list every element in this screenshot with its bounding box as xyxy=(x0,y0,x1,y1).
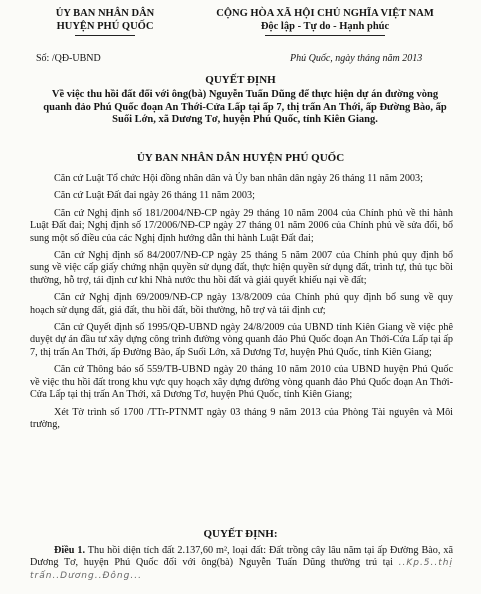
article-1-text: Thu hồi diện tích đất 2.137,60 m², loại đất: Đất trồng cây lâu năm tại ấp Đường Bào, xã Dương Tơ, huyện Phú Quốc đối với ông(bà) Nguyễn Tuấn Dũng thường trú tại xyxy=(30,545,453,569)
nation-line-1: CỘNG HÒA XÃ HỘI CHỦ NGHĨA VIỆT NAM xyxy=(216,8,434,19)
document-title: QUYẾT ĐỊNH xyxy=(205,74,276,86)
preamble xyxy=(30,173,453,436)
preamble-paragraph: Căn cứ Quyết định số 1995/QĐ-UBND ngày 24/8/2009 của UBND tỉnh Kiên Giang về việc phê duyệt dự án đầu tư xây dựng công trình đường vòng quanh đảo Phú Quốc đoạn An Thới-Cửa Lấp tại ấp 7, thị trấn An Thới, ấp Đường Bào, ấp Suối Lớn, xã Dương Tơ, huyện Phú Quốc, tỉnh Kiên Giang; xyxy=(30,322,453,358)
preamble-paragraph: Căn cứ Nghị định số 181/2004/NĐ-CP ngày 29 tháng 10 năm 2004 của Chính phủ về thi hành Luật Đất đai; Nghị định số 17/2006/NĐ-CP ngày 27 tháng 01 năm 2006 của Chính phủ về sửa đổi, bổ sung một số điều của các Nghị định hướng dẫn thi hành Luật Đất đai; xyxy=(30,207,453,244)
issuer-heading: ỦY BAN NHÂN DÂN HUYỆN PHÚ QUỐC xyxy=(136,152,345,164)
handwritten-address: ..Kp.5..thị trấn..Dương..Đông... xyxy=(30,558,453,581)
preamble-paragraph: Căn cứ Luật Tổ chức Hội đồng nhân dân và Ủy ban nhân dân ngày 26 tháng 11 năm 2003; xyxy=(54,173,423,184)
decision-heading: QUYẾT ĐỊNH: xyxy=(203,528,278,540)
preamble-paragraph: Căn cứ Luật Đất đai ngày 26 tháng 11 năm 2003; xyxy=(54,190,255,202)
issuing-org-header xyxy=(40,7,170,36)
article-1-label: Điều 1. xyxy=(54,545,85,556)
preamble-paragraph: Căn cứ Nghị định số 84/2007/NĐ-CP ngày 25 tháng 5 năm 2007 của Chính phủ quy định bổ sung về việc cấp giấy chứng nhận quyền sử dụng đất, thực hiện quyền sử dụng đất, trình tự, thủ tục bồi thường, hỗ trợ, tái định cư khi Nhà nước thu hồi đất và giải quyết khiếu nại về đất; xyxy=(30,250,453,286)
preamble-paragraph: Xét Tờ trình số 1700 /TTr-PTNMT ngày 03 tháng 9 năm 2013 của Phòng Tài nguyên và Môi trường, xyxy=(30,406,453,430)
national-header xyxy=(205,7,445,36)
document-subject: Về việc thu hồi đất đối với ông(bà) Nguyễn Tuấn Dũng để thực hiện dự án đường vòng quanh đảo Phú Quốc đoạn An Thới-Cửa Lấp tại ấp 7, thị trấn An Thới, ấp Đường Bào, ấp Suối Lớn, xã Dương Tơ, huyện Phú Quốc, tỉnh Kiên Giang. xyxy=(43,89,447,126)
nation-line-2: Độc lập - Tự do - Hạnh phúc xyxy=(260,21,390,32)
org-line-2: HUYỆN PHÚ QUỐC xyxy=(56,21,154,32)
document-date: Phú Quốc, ngày tháng năm 2013 xyxy=(290,53,423,64)
article-1 xyxy=(30,545,453,582)
nation-underline xyxy=(265,35,385,36)
document-number: Số: /QĐ-UBND xyxy=(36,53,101,64)
org-underline xyxy=(75,35,135,36)
preamble-paragraph: Căn cứ Thông báo số 559/TB-UBND ngày 20 tháng 10 năm 2010 của UBND huyện Phú Quốc về việc thu hồi đất trong khu vực quy hoạch xây dựng đường vòng quanh đảo Phú Quốc đoạn An Thới-Cửa Lấp tại thị trấn An Thới, xã Dương Tơ, huyện Phú Quốc, tỉnh Kiên Giang; xyxy=(30,364,453,401)
preamble-paragraph: Căn cứ Nghị định 69/2009/NĐ-CP ngày 13/8/2009 của Chính phủ quy định bổ sung về quy hoạch sử dụng đất, giá đất, thu hồi đất, bồi thường, hỗ trợ và tái định cư; xyxy=(30,292,453,316)
org-line-1: ỦY BAN NHÂN DÂN xyxy=(55,8,155,19)
